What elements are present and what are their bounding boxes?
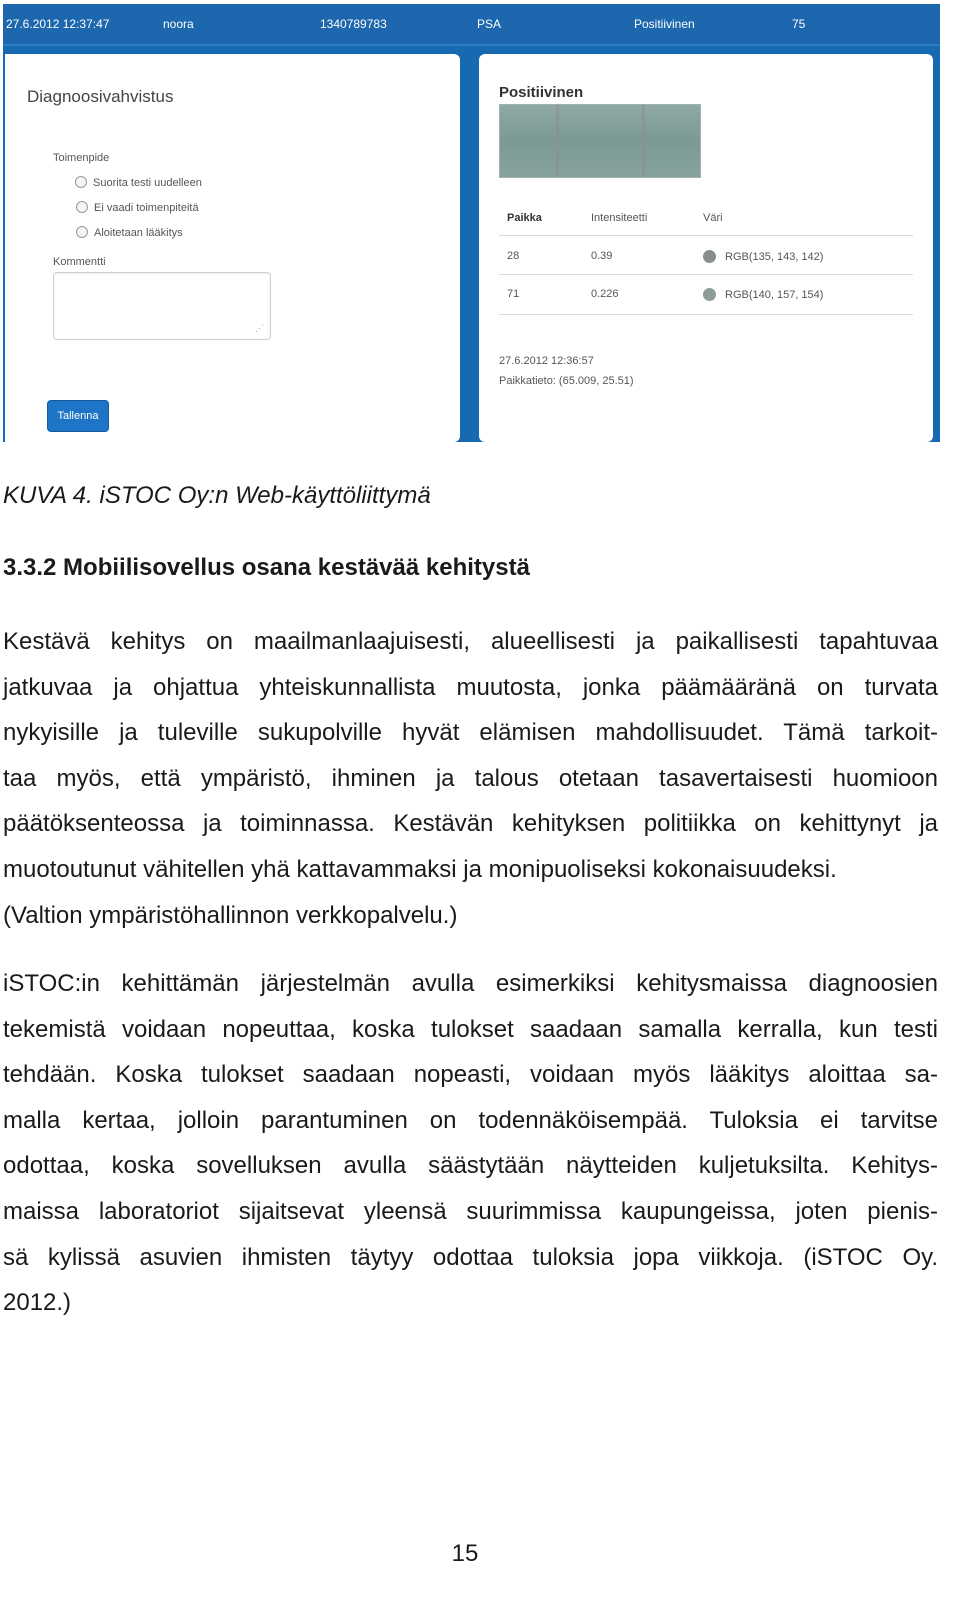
text-line: iSTOC:in kehittämän järjestelmän avulla esimerkiksi kehitysmaissa diagnoosien xyxy=(3,970,938,997)
text-line: Kestävä kehitys on maailmanlaajuisesti, alueellisesti ja paikallisesti tapahtuvaa xyxy=(3,628,938,655)
test-strip-image xyxy=(499,104,701,178)
result-location: Paikkatieto: (65.009, 25.51) xyxy=(499,375,634,387)
comment-label: Kommentti xyxy=(53,256,106,268)
option-label: Aloitetaan lääkitys xyxy=(94,227,183,239)
col-header-paikka: Paikka xyxy=(507,212,542,224)
option-retest[interactable] xyxy=(76,176,202,189)
text-line: maissa laboratoriot sijaitsevat yleensä suurimmissa kaupungeissa, joten pienis- xyxy=(3,1197,938,1225)
row2-vari xyxy=(703,288,823,301)
row1-rgb: RGB(135, 143, 142) xyxy=(725,251,824,263)
row1-intensiteetti: 0.39 xyxy=(591,250,613,262)
diagnosis-confirmation-panel xyxy=(5,54,460,442)
strip-band xyxy=(556,105,559,177)
text-line: tekemistä voidaan nopeuttaa, koska tulokset saadaan samalla kerralla, kun testi xyxy=(3,1015,938,1043)
text-line: nykyisille ja tuleville sukupolville hyvät elämisen mahdollisuudet. Tämä tarkoit- xyxy=(3,719,938,747)
section-heading: 3.3.2 Mobiilisovellus osana kestävää kehitystä xyxy=(3,554,530,581)
color-swatch-icon xyxy=(703,250,716,263)
result-panel xyxy=(479,54,933,442)
result-title: Positiivinen xyxy=(499,84,584,101)
text-line: päätöksenteossa ja toiminnassa. Kestävän kehityksen politiikka on kehittynyt ja xyxy=(3,810,938,838)
text-line: muotoutunut vähitellen yhä kattavammaksi ja monipuoliseksi kokonaisuudeksi. xyxy=(3,855,837,883)
table-divider xyxy=(499,274,913,275)
text-line: (Valtion ympäristöhallinnon verkkopalvelu.) xyxy=(3,901,458,929)
table-divider xyxy=(499,314,913,315)
row1-vari xyxy=(703,250,823,263)
option-no-action[interactable] xyxy=(76,201,199,214)
text-line: tehdään. Koska tulokset saadaan nopeasti, voidaan myös lääkitys aloittaa sa- xyxy=(3,1061,938,1089)
result-timestamp: 27.6.2012 12:36:57 xyxy=(499,355,594,367)
text-line: odottaa, koska sovelluksen avulla säästytään näytteiden kuljetuksilta. Kehitys- xyxy=(3,1152,938,1180)
header-id: 1340789783 xyxy=(320,17,387,31)
text-line: taa myös, että ympäristö, ihminen ja talous otetaan tasavertaisesti huomioon xyxy=(3,764,938,792)
color-swatch-icon xyxy=(703,288,716,301)
paragraph-1 xyxy=(3,619,938,938)
row2-paikka: 71 xyxy=(507,288,520,300)
header-result: Positiivinen xyxy=(634,17,695,31)
header-datetime: 27.6.2012 12:37:47 xyxy=(6,17,110,31)
web-ui-screenshot xyxy=(3,4,940,442)
header-user: noora xyxy=(163,17,194,31)
comment-textarea[interactable] xyxy=(53,272,271,340)
radio-circle-icon[interactable] xyxy=(76,201,88,213)
action-label: Toimenpide xyxy=(53,152,110,164)
save-button[interactable]: Tallenna xyxy=(47,400,109,432)
header-value: 75 xyxy=(792,17,806,31)
diagnosis-title: Diagnoosivahvistus xyxy=(27,87,174,106)
header-test: PSA xyxy=(477,17,502,31)
page-number: 15 xyxy=(451,1540,479,1567)
strip-band xyxy=(642,105,645,177)
text-line: jatkuvaa ja ohjattua yhteiskunnallista muutosta, jonka päämääränä on turvata xyxy=(3,673,938,701)
paragraph-2 xyxy=(3,961,938,1326)
text-line: 2012.) xyxy=(3,1289,72,1317)
radio-circle-icon[interactable] xyxy=(76,226,88,238)
text-line: sä kylissä asuvien ihmisten täytyy odottaa tuloksia jopa viikkoja. (iSTOC Oy. xyxy=(3,1243,938,1271)
col-header-vari: Väri xyxy=(703,212,723,224)
col-header-intensiteetti: Intensiteetti xyxy=(591,212,648,224)
row1-paikka: 28 xyxy=(507,250,520,262)
resize-grip-icon[interactable]: ⋰ xyxy=(255,323,264,333)
row2-intensiteetti: 0.226 xyxy=(591,288,619,300)
option-label: Suorita testi uudelleen xyxy=(93,177,202,189)
radio-circle-icon[interactable] xyxy=(75,176,87,188)
figure-caption: KUVA 4. iSTOC Oy:n Web-käyttöliittymä xyxy=(3,482,431,509)
row2-rgb: RGB(140, 157, 154) xyxy=(725,289,824,301)
result-header-bar xyxy=(3,4,940,46)
text-line: malla kertaa, jolloin parantuminen on todennäköisempää. Tuloksia ei tarvitse xyxy=(3,1106,938,1134)
option-start-medication[interactable] xyxy=(76,226,183,239)
option-label: Ei vaadi toimenpiteitä xyxy=(94,202,199,214)
table-divider xyxy=(499,235,913,236)
